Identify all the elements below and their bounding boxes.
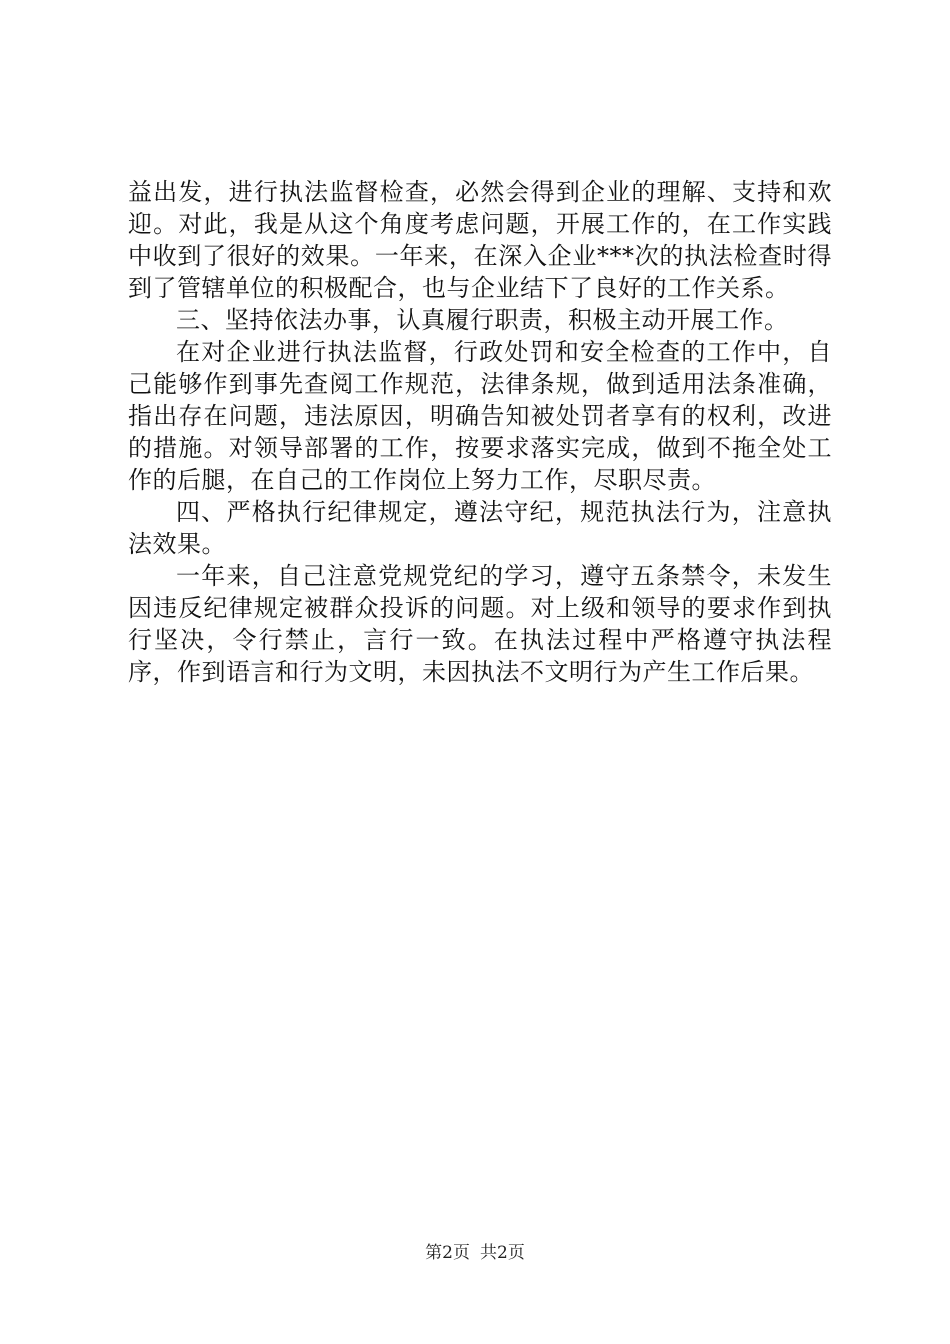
section-heading-3: 三、坚持依法办事，认真履行职责，积极主动开展工作。 [176,306,789,334]
page-number: 第2页 [425,1243,470,1263]
paragraph-section-3: 在对企业进行执法监督，行政处罚和安全检查的工作中，自己能够作到事先查阅工作规范，法律条规，做到适用法条准确，指出存在问题，违法原因，明确告知被处罚者享有的权利，改进的措施。对领导部署的工作，按要求落实完成，做到不拖全处工作的后腿，在自己的工作岗位上努力工作，尽职尽责。 [128,338,832,494]
paragraph-section-4: 一年来，自己注意党规党纪的学习，遵守五条禁令，未发生因违反纪律规定被群众投诉的问题。对上级和领导的要求作到执行坚决，令行禁止，言行一致。在执法过程中严格遵守执法程序，作到语言和行为文明，未因执法不文明行为产生工作后果。 [128,562,832,686]
section-heading-4: 四、严格执行纪律规定，遵法守纪，规范执法行为，注意执法效果。 [128,498,832,558]
document-body [128,176,832,688]
page-footer [0,1242,950,1264]
page-total: 共2页 [480,1243,525,1263]
paragraph-continuation: 益出发，进行执法监督检查，必然会得到企业的理解、支持和欢迎。对此，我是从这个角度考虑问题，开展工作的，在工作实践中收到了很好的效果。一年来，在深入企业***次的执法检查时得到了管辖单位的积极配合，也与企业结下了良好的工作关系。 [128,178,832,302]
